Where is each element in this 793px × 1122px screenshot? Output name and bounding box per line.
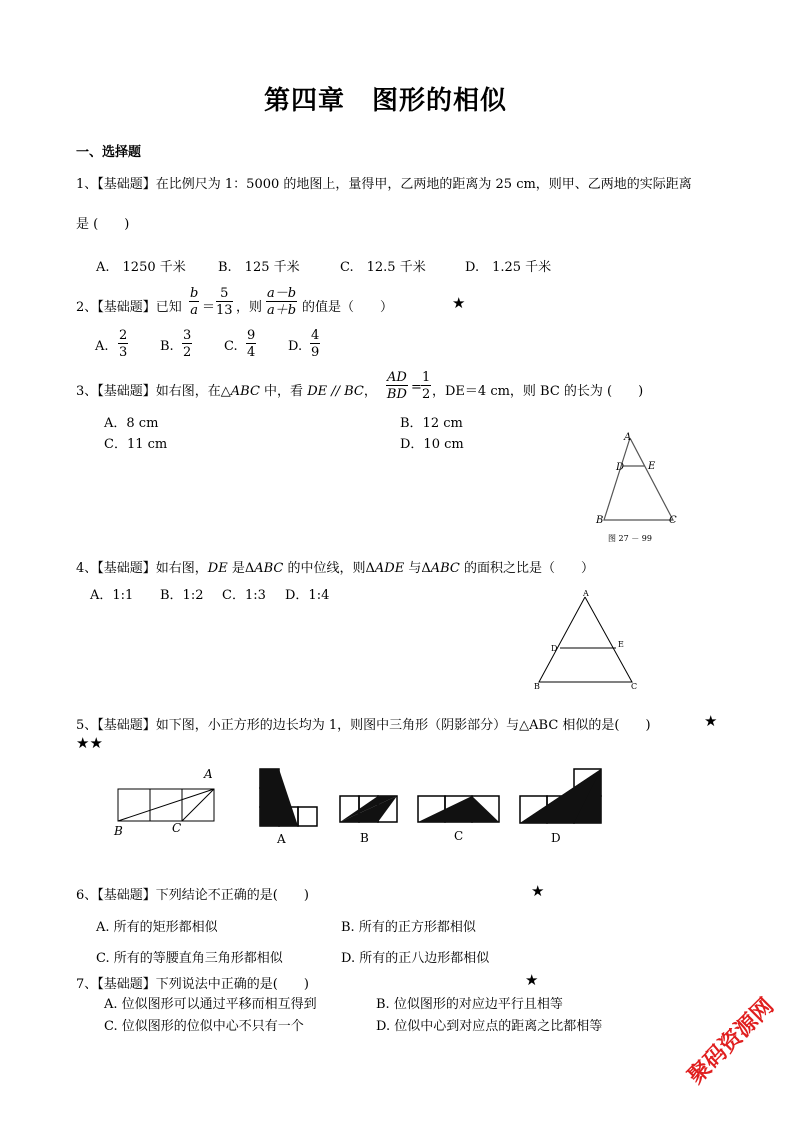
q3-prefix: 3、【基础题】如右图，在△ <box>76 384 231 399</box>
q4-mid2: 的中位线，则Δ <box>283 561 375 576</box>
q4-ade: ADE <box>374 561 405 576</box>
q3-frac2-den: 2 <box>422 387 431 402</box>
q3-abc: ABC <box>230 384 260 399</box>
q4-option-a: A．1:1 <box>90 588 134 603</box>
q3-option-c: C．11 cm <box>104 437 168 452</box>
watermark-stamp: 聚码资源网 <box>683 993 780 1090</box>
q6-option-d: D. 所有的正八边形都相似 <box>341 951 490 966</box>
q6-option-a: A. 所有的矩形都相似 <box>96 920 218 935</box>
q3-equals: = <box>411 380 422 395</box>
q5-text: 5、【基础题】如下图，小正方形的边长均为 1，则图中三角形（阴影部分）与△ABC 相似的是( ) <box>76 718 651 733</box>
q3-bc: BC <box>344 384 364 399</box>
q3-triangle-figure <box>590 428 690 550</box>
q4-suffix: 的面积之比是（ ） <box>459 561 595 576</box>
q2-opt-b-den: 2 <box>183 345 192 360</box>
q2-opt-d-num: 4 <box>311 328 320 343</box>
q4-mid: 是Δ <box>227 561 255 576</box>
q6-option-b: B. 所有的正方形都相似 <box>341 920 476 935</box>
q7-option-a: A. 位似图形可以通过平移而相互得到 <box>104 997 317 1012</box>
q4-label-d: D <box>551 644 558 653</box>
q2-equals: ＝ <box>202 300 216 315</box>
q3-fraction-half <box>421 371 431 401</box>
q4-prefix: 4、【基础题】如右图， <box>76 561 208 576</box>
q3-triangle-outline <box>604 438 673 520</box>
q5-ref-side-ac <box>182 789 214 821</box>
q2-option-b-label: B. <box>160 339 174 354</box>
q2-option-a-label: A. <box>95 339 109 354</box>
q1-text-cont: 是 ( ) <box>76 217 130 232</box>
q1-option-b: B. 125 千米 <box>218 260 300 275</box>
q2-frac2-num: 5 <box>216 287 233 302</box>
q7-text: 7、【基础题】下列说法中正确的是( ) <box>76 977 309 992</box>
q7-option-c: C. 位似图形的位似中心不只有一个 <box>104 1019 304 1034</box>
page-title: 第四章 图形的相似 <box>264 86 508 116</box>
q3-de: DE <box>307 384 328 399</box>
q4-abc2: ABC <box>430 561 460 576</box>
q2-suffix: 的值是（ ） <box>302 300 394 315</box>
q4-label-e: E <box>618 640 624 649</box>
q5-option-c-label: C <box>454 829 464 843</box>
q2-frac2-den: 13 <box>216 303 233 318</box>
q2-frac1-den: a <box>190 303 199 318</box>
q4-mid3: 与Δ <box>404 561 431 576</box>
q2-option-c-frac <box>246 329 256 359</box>
q4-triangle-figure <box>530 588 645 693</box>
q2-opt-c-num: 9 <box>247 328 256 343</box>
q5-label-b: B <box>114 824 123 838</box>
q3-parallel: // <box>327 384 345 399</box>
q2-option-b-frac <box>182 329 192 359</box>
q4-option-d: D．1:4 <box>285 588 330 603</box>
q5-option-b-label: B <box>360 831 369 845</box>
q4-label-b: B <box>534 682 540 691</box>
q5-option-b-figure <box>336 790 401 847</box>
q2-frac3-num: a－b <box>267 286 297 301</box>
q6-option-c: C. 所有的等腰直角三角形都相似 <box>96 951 283 966</box>
q3-label-b: B <box>596 515 604 526</box>
q6-star-icon: ★ <box>531 882 545 900</box>
q2-opt-d-den: 9 <box>311 345 320 360</box>
q3-frac1-den: BD <box>386 387 407 402</box>
q2-opt-a-den: 3 <box>119 345 128 360</box>
q3-fraction-ad-bd <box>386 371 408 401</box>
q2-frac3-den: a＋b <box>267 303 297 318</box>
q3-condition: ，DE＝4 cm，则 BC 的长为 ( ) <box>432 384 644 399</box>
q2-frac1-num: b <box>190 286 199 301</box>
q5-ref-diagonal <box>118 789 214 821</box>
q2-opt-b-num: 3 <box>183 328 192 343</box>
q5-option-d-label: D <box>551 831 561 845</box>
q5-option-a-label: A <box>277 832 286 846</box>
q3-label-a: A <box>624 432 632 443</box>
q5-reference-grid <box>108 764 228 840</box>
q3-figure-caption: 图 27 － 99 <box>608 534 652 543</box>
q2-opt-c-den: 4 <box>247 345 256 360</box>
q3-label-c: C <box>669 515 677 526</box>
q3-option-d: D．10 cm <box>400 437 464 452</box>
q5-a-shaded-triangle <box>260 769 298 826</box>
section-heading: 一、选择题 <box>76 145 142 160</box>
q4-label-a: A <box>583 589 589 598</box>
q2-prefix: 2、【基础题】已知 <box>76 300 182 315</box>
q2-fraction-5-13 <box>216 287 233 317</box>
q2-option-a-frac <box>118 329 128 359</box>
q6-text: 6、【基础题】下列结论不正确的是( ) <box>76 888 309 903</box>
q4-option-b: B．1:2 <box>160 588 204 603</box>
q5-stars-icon: ★★ <box>76 734 103 752</box>
q5-a-cell <box>298 807 317 826</box>
q7-option-b: B. 位似图形的对应边平行且相等 <box>376 997 563 1012</box>
q4-de: DE <box>207 561 228 576</box>
q5-label-c: C <box>172 821 182 835</box>
q3-frac1-num: AD <box>387 370 407 385</box>
q3-comma: ， <box>363 384 377 399</box>
q2-option-c-label: C. <box>224 339 238 354</box>
q2-option-d-frac <box>310 329 320 359</box>
q2-fraction-expr <box>266 287 297 317</box>
q5-c-shaded-triangle <box>418 796 499 822</box>
q3-text <box>76 380 377 399</box>
q1-option-d: D. 1.25 千米 <box>465 260 552 275</box>
q3-option-a: A．8 cm <box>104 416 159 431</box>
q5-option-a-figure <box>255 765 320 847</box>
q4-text <box>76 557 594 576</box>
q3-option-b: B．12 cm <box>400 416 463 431</box>
q4-label-c: C <box>631 682 638 691</box>
q7-option-d: D. 位似中心到对应点的距离之比都相等 <box>376 1019 603 1034</box>
q4-option-c: C．1:3 <box>222 588 266 603</box>
q5-option-c-figure <box>414 790 504 847</box>
q3-frac2-num: 1 <box>422 370 431 385</box>
q3-label-d: D <box>616 462 625 473</box>
q5-option-d-figure <box>518 765 608 847</box>
q2-option-d-label: D. <box>288 339 303 354</box>
q2-fraction-b-a <box>189 287 199 317</box>
q5-star-icon: ★ <box>704 712 718 730</box>
q3-label-e: E <box>648 461 656 472</box>
q1-text: 1、【基础题】在比例尺为 1：5000 的地图上，量得甲，乙两地的距离为 25 cm，则甲、乙两地的实际距离 <box>76 177 692 192</box>
q7-star-icon: ★ <box>525 971 539 989</box>
q1-option-a: A. 1250 千米 <box>96 260 186 275</box>
q2-opt-a-num: 2 <box>119 328 128 343</box>
q2-comma: ，则 <box>236 300 263 315</box>
q5-label-a: A <box>204 767 213 781</box>
q4-abc: ABC <box>254 561 284 576</box>
q3-mid1: 中，看 <box>259 384 308 399</box>
q2-star-icon: ★ <box>452 294 466 312</box>
q1-option-c: C. 12.5 千米 <box>340 260 426 275</box>
